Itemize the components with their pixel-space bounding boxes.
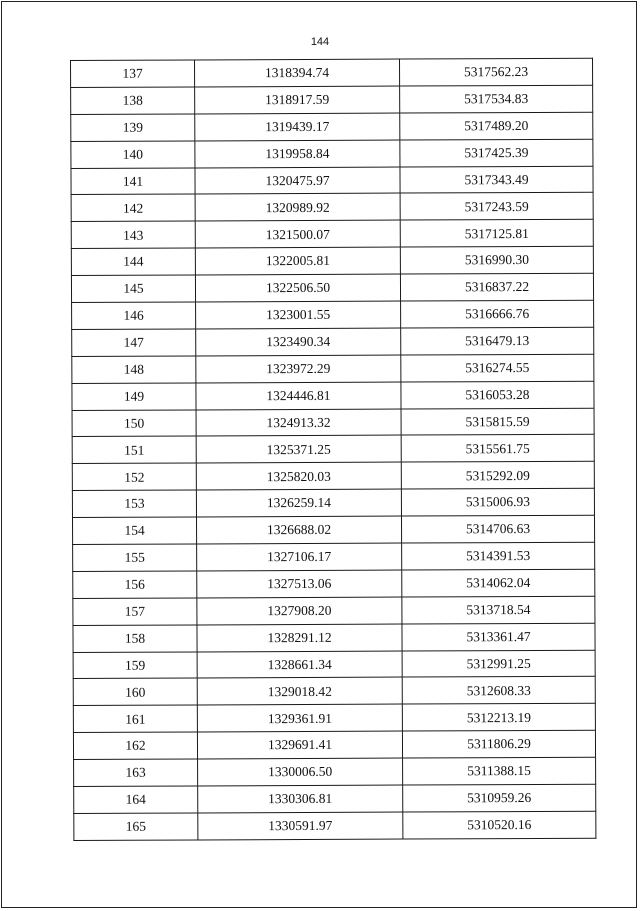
point-number-cell: 165 [74, 813, 198, 840]
y-coordinate-cell: 5314062.04 [402, 569, 595, 597]
y-coordinate-cell: 5312991.25 [402, 650, 595, 678]
point-number-cell: 137 [71, 60, 195, 87]
table-row [73, 623, 595, 652]
point-number-cell: 153 [72, 490, 196, 517]
x-coordinate-cell: 1326688.02 [196, 516, 401, 544]
y-coordinate-cell: 5315292.09 [401, 462, 594, 490]
y-coordinate-cell: 5313718.54 [402, 596, 595, 624]
point-number-cell: 152 [72, 463, 196, 490]
point-number-cell: 138 [71, 87, 195, 114]
table-row [71, 58, 593, 87]
point-number-cell: 140 [71, 141, 195, 168]
point-number-cell: 156 [73, 571, 197, 598]
y-coordinate-cell: 5317534.83 [400, 85, 593, 113]
x-coordinate-cell: 1324446.81 [196, 382, 401, 410]
y-coordinate-cell: 5316837.22 [400, 273, 593, 301]
x-coordinate-cell: 1319958.84 [195, 140, 400, 168]
y-coordinate-cell: 5312608.33 [402, 677, 595, 705]
point-number-cell: 154 [72, 517, 196, 544]
table-row [74, 757, 596, 786]
y-coordinate-cell: 5316479.13 [401, 327, 594, 355]
x-coordinate-cell: 1323001.55 [196, 301, 401, 329]
y-coordinate-cell: 5311388.15 [403, 757, 596, 785]
y-coordinate-cell: 5317243.59 [400, 193, 593, 221]
table-row [72, 354, 594, 383]
table-row [71, 112, 593, 141]
page-number: 144 [310, 36, 330, 48]
point-number-cell: 139 [71, 114, 195, 141]
y-coordinate-cell: 5317562.23 [399, 58, 592, 86]
table-row [73, 596, 595, 625]
table-row [73, 704, 595, 733]
table-row [73, 730, 595, 759]
table-row [72, 408, 594, 437]
point-number-cell: 151 [72, 436, 196, 463]
table-row [72, 300, 594, 329]
point-number-cell: 163 [74, 759, 198, 786]
x-coordinate-cell: 1320989.92 [195, 194, 400, 222]
point-number-cell: 145 [71, 275, 195, 302]
table-row [71, 273, 593, 302]
y-coordinate-cell: 5315006.93 [401, 488, 594, 516]
y-coordinate-cell: 5311806.29 [402, 730, 595, 758]
y-coordinate-cell: 5316666.76 [401, 300, 594, 328]
y-coordinate-cell: 5317425.39 [400, 139, 593, 167]
y-coordinate-cell: 5316990.30 [400, 246, 593, 274]
y-coordinate-cell: 5314391.53 [402, 542, 595, 570]
x-coordinate-cell: 1323972.29 [196, 355, 401, 383]
point-number-cell: 144 [71, 248, 195, 275]
x-coordinate-cell: 1329361.91 [197, 704, 402, 732]
table-row [71, 166, 593, 195]
table-row [71, 193, 593, 222]
table-row [73, 677, 595, 706]
point-number-cell: 159 [73, 652, 197, 679]
table-row [73, 650, 595, 679]
coordinate-table-body [71, 58, 596, 840]
point-number-cell: 155 [73, 544, 197, 571]
x-coordinate-cell: 1318394.74 [195, 59, 400, 87]
x-coordinate-cell: 1324913.32 [196, 409, 401, 437]
y-coordinate-cell: 5317125.81 [400, 220, 593, 248]
x-coordinate-cell: 1326259.14 [196, 489, 401, 517]
x-coordinate-cell: 1319439.17 [195, 113, 400, 141]
y-coordinate-cell: 5315815.59 [401, 408, 594, 436]
table-row [74, 784, 596, 813]
point-number-cell: 162 [73, 732, 197, 759]
y-coordinate-cell: 5310520.16 [403, 811, 596, 839]
point-number-cell: 160 [73, 678, 197, 705]
y-coordinate-cell: 5315561.75 [401, 435, 594, 463]
y-coordinate-cell: 5310959.26 [403, 784, 596, 812]
x-coordinate-cell: 1330591.97 [198, 812, 403, 840]
x-coordinate-cell: 1325371.25 [196, 436, 401, 464]
point-number-cell: 158 [73, 625, 197, 652]
point-number-cell: 148 [72, 356, 196, 383]
table-row [72, 435, 594, 464]
y-coordinate-cell: 5312213.19 [402, 704, 595, 732]
table-row [72, 327, 594, 356]
x-coordinate-cell: 1321500.07 [195, 220, 400, 248]
y-coordinate-cell: 5317489.20 [400, 112, 593, 140]
point-number-cell: 150 [72, 410, 196, 437]
table-row [71, 85, 593, 114]
x-coordinate-cell: 1323490.34 [196, 328, 401, 356]
table-row [72, 488, 594, 517]
point-number-cell: 157 [73, 598, 197, 625]
x-coordinate-cell: 1327908.20 [197, 597, 402, 625]
x-coordinate-cell: 1320475.97 [195, 167, 400, 195]
x-coordinate-cell: 1330306.81 [198, 785, 403, 813]
point-number-cell: 149 [72, 383, 196, 410]
x-coordinate-cell: 1327106.17 [197, 543, 402, 571]
y-coordinate-cell: 5314706.63 [401, 515, 594, 543]
y-coordinate-cell: 5313361.47 [402, 623, 595, 651]
table-row [72, 381, 594, 410]
x-coordinate-cell: 1328661.34 [197, 651, 402, 679]
table-row [73, 569, 595, 598]
x-coordinate-cell: 1322506.50 [195, 274, 400, 302]
point-number-cell: 164 [74, 786, 198, 813]
x-coordinate-cell: 1329691.41 [197, 731, 402, 759]
table-row [71, 139, 593, 168]
table-row [72, 462, 594, 491]
point-number-cell: 146 [72, 302, 196, 329]
point-number-cell: 143 [71, 221, 195, 248]
table-row [74, 811, 596, 840]
x-coordinate-cell: 1329018.42 [197, 678, 402, 706]
x-coordinate-cell: 1328291.12 [197, 624, 402, 652]
y-coordinate-cell: 5317343.49 [400, 166, 593, 194]
y-coordinate-cell: 5316053.28 [401, 381, 594, 409]
table-row [72, 515, 594, 544]
point-number-cell: 142 [71, 194, 195, 221]
x-coordinate-cell: 1325820.03 [196, 462, 401, 490]
table-row [71, 220, 593, 249]
y-coordinate-cell: 5316274.55 [401, 354, 594, 382]
table-row [71, 246, 593, 275]
coordinate-table [70, 58, 596, 841]
point-number-cell: 147 [72, 329, 196, 356]
x-coordinate-cell: 1318917.59 [195, 86, 400, 114]
point-number-cell: 141 [71, 168, 195, 195]
x-coordinate-cell: 1322005.81 [195, 247, 400, 275]
point-number-cell: 161 [73, 705, 197, 732]
x-coordinate-cell: 1327513.06 [197, 570, 402, 598]
table-row [73, 542, 595, 571]
x-coordinate-cell: 1330006.50 [198, 758, 403, 786]
